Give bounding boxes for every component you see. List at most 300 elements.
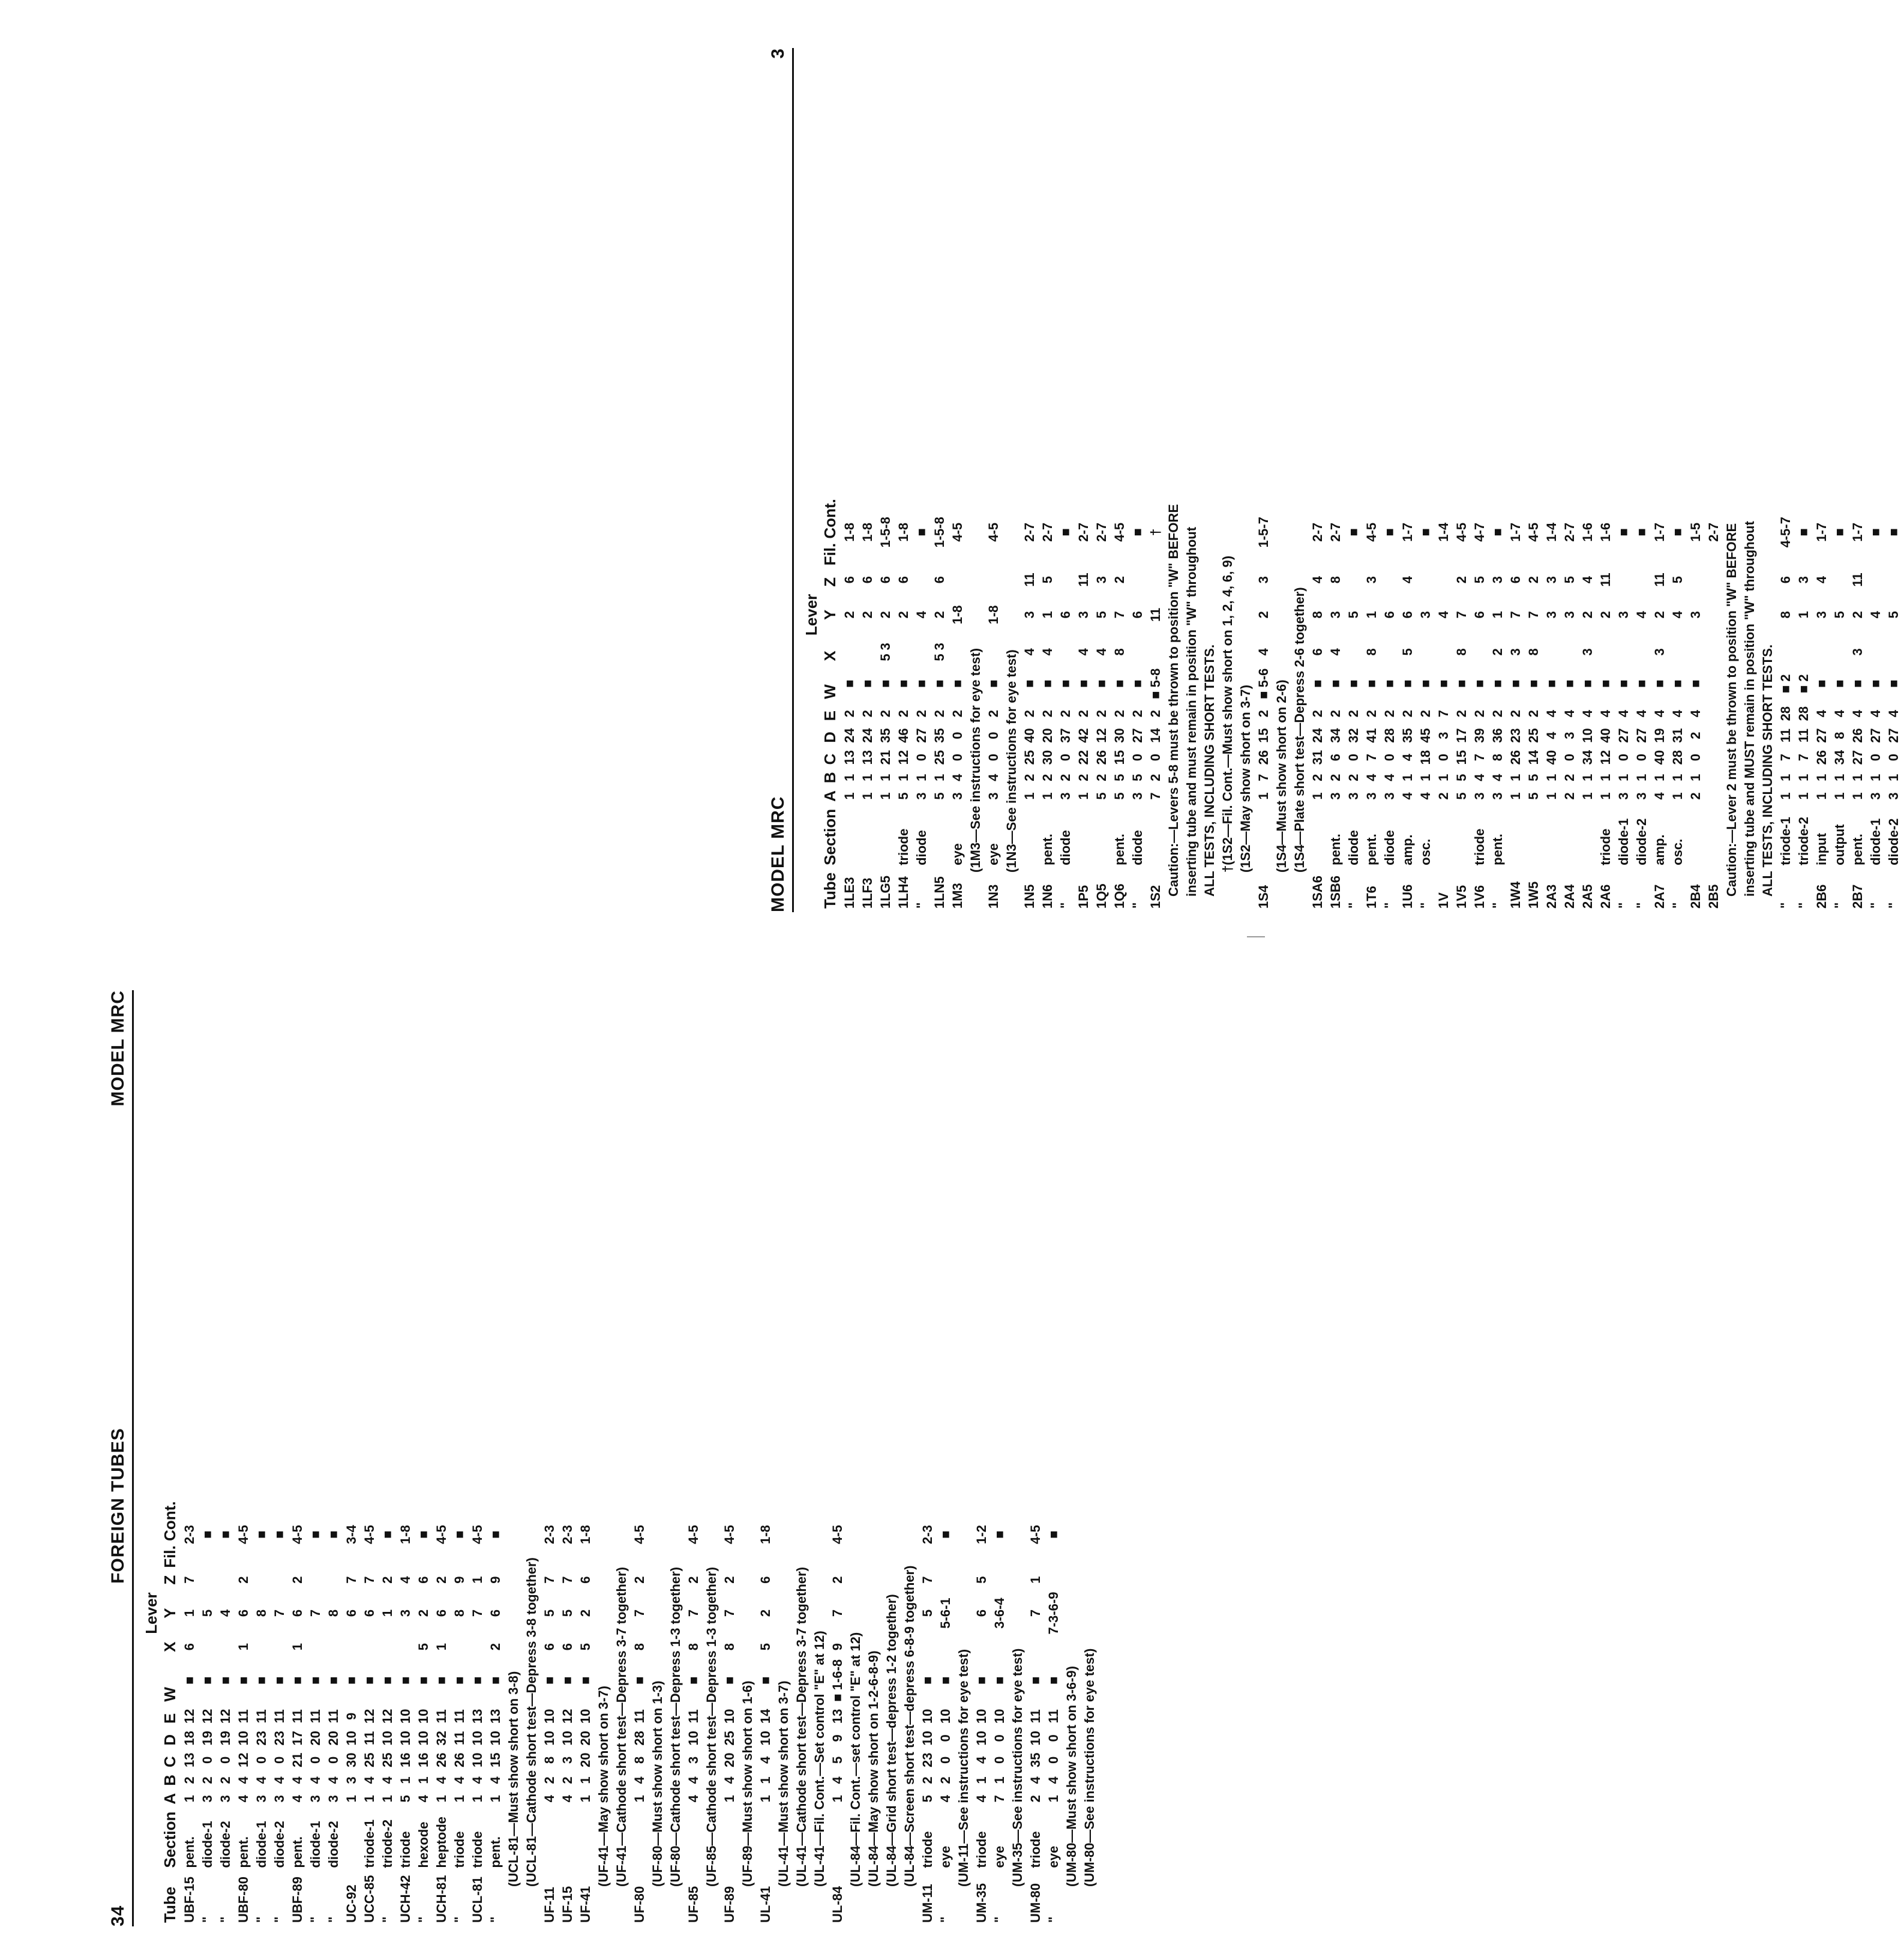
cell-x bbox=[1148, 639, 1166, 665]
note-cell bbox=[524, 1497, 542, 1926]
cell-section: eye bbox=[992, 1845, 1007, 1868]
cell-b: 1 bbox=[1886, 774, 1901, 781]
cell-section bbox=[1148, 805, 1166, 869]
cell-section bbox=[1454, 805, 1472, 869]
table-row bbox=[380, 1497, 398, 1926]
note-text: (UL-84—May show short on 1-2-6-8-9) bbox=[866, 1650, 881, 1887]
right-page-model: MODEL MRC bbox=[768, 796, 788, 912]
cell-tube: 1W4 bbox=[1508, 881, 1523, 909]
note-text: (UF-85—Cathode short test—Depress 1-3 together) bbox=[704, 1567, 719, 1887]
table-row bbox=[1868, 495, 1886, 912]
cell-c: 0 bbox=[1886, 753, 1901, 762]
cell-a: 4 bbox=[416, 1795, 431, 1803]
cell-e: 4 bbox=[1634, 710, 1649, 718]
col-x-label: X bbox=[161, 1641, 179, 1652]
cell-w: ■ bbox=[326, 1676, 341, 1685]
cell-x: 5 3 bbox=[932, 643, 947, 661]
cell-b: 1 bbox=[974, 1776, 989, 1784]
cell-tube: UC-92 bbox=[344, 1884, 359, 1923]
note-row bbox=[1010, 1497, 1028, 1926]
cell-y: 1 bbox=[1040, 611, 1055, 619]
cell-b: 4 bbox=[632, 1776, 647, 1784]
cell-x bbox=[1028, 1638, 1046, 1655]
cell-tube: UF-85 bbox=[686, 1886, 701, 1923]
note-text: (UM-11—See instructions for eye test) bbox=[956, 1649, 971, 1887]
table-row bbox=[1850, 495, 1868, 912]
col-b: B bbox=[821, 772, 839, 784]
cell-e: 2 bbox=[1418, 710, 1433, 718]
cell-fil: 1-7 bbox=[1400, 522, 1415, 542]
cell-section: triode bbox=[974, 1831, 989, 1868]
cell-w: ■ bbox=[560, 1676, 575, 1685]
cell-tube: 2A6 bbox=[1598, 884, 1613, 909]
cell-d: 46 bbox=[896, 728, 911, 743]
cell-tube: " bbox=[914, 902, 929, 909]
cell-section: osc. bbox=[1418, 838, 1433, 865]
cell-z: 2 bbox=[290, 1576, 305, 1584]
cell-z bbox=[1058, 569, 1076, 590]
cell-tube: UM-80 bbox=[1028, 1883, 1043, 1923]
table-row bbox=[1040, 495, 1058, 912]
cell-e: 4 bbox=[1652, 710, 1667, 718]
cell-e: 11 bbox=[686, 1709, 701, 1724]
table-row bbox=[452, 1497, 470, 1926]
cell-b: 4 bbox=[326, 1776, 341, 1784]
cell-c: 15 bbox=[1454, 750, 1469, 765]
cell-x: 1 bbox=[290, 1643, 305, 1651]
table-row bbox=[1796, 495, 1814, 912]
left-page-title: FOREIGN TUBES bbox=[108, 1428, 128, 1584]
cell-y: 4 bbox=[914, 611, 929, 619]
cell-e: 4 bbox=[1832, 710, 1847, 718]
note-text: (UL-84—Grid short test—depress 1-2 together) bbox=[884, 1594, 899, 1887]
note-cell bbox=[1064, 1497, 1082, 1926]
cell-w: ■ bbox=[200, 1676, 215, 1685]
cell-d: 10 bbox=[1028, 1731, 1043, 1746]
cell-section: diode-1 bbox=[1616, 818, 1631, 865]
cell-fil: ■ bbox=[1418, 528, 1433, 537]
cell-a: 4 bbox=[1652, 792, 1667, 800]
cell-b: 1 bbox=[1436, 774, 1451, 781]
table-row bbox=[308, 1497, 326, 1926]
cell-section: eye bbox=[986, 843, 1001, 865]
cell-tube: UBF-15 bbox=[182, 1876, 197, 1923]
cell-a: 1 bbox=[1814, 792, 1829, 800]
cell-c: 7 bbox=[1796, 753, 1811, 762]
cell-fil: 1-8 bbox=[398, 1525, 413, 1544]
cell-w: ■ bbox=[878, 679, 893, 688]
cell-z bbox=[272, 1572, 290, 1589]
cell-section: diode-1 bbox=[308, 1821, 323, 1868]
cell-e: 2 bbox=[1256, 710, 1271, 718]
cell-a: 1 bbox=[1310, 792, 1325, 800]
cell-y: 4 bbox=[218, 1609, 233, 1617]
cell-section: pent. bbox=[1040, 834, 1055, 865]
cell-fil: 1-8 bbox=[758, 1525, 773, 1544]
cell-tube: UL-41 bbox=[758, 1886, 773, 1923]
cell-section: input bbox=[1814, 833, 1829, 865]
note-cell bbox=[902, 1497, 920, 1926]
left-tube-table bbox=[142, 1497, 1100, 1926]
cell-section: diode bbox=[1382, 830, 1397, 865]
table-row bbox=[1832, 495, 1850, 912]
cell-fil: 2-7 bbox=[1076, 522, 1091, 542]
cell-y: 11 bbox=[1148, 607, 1163, 622]
cell-x: 4 bbox=[1076, 648, 1091, 656]
col-x: X bbox=[821, 651, 839, 661]
cell-z bbox=[1832, 569, 1850, 590]
note-cell bbox=[1274, 495, 1292, 912]
cell-a: 5 bbox=[1526, 792, 1541, 800]
cell-c: 25 bbox=[380, 1752, 395, 1768]
cell-b: 4 bbox=[686, 1776, 701, 1784]
cell-c: 26 bbox=[1508, 750, 1523, 765]
note-row bbox=[1184, 495, 1202, 912]
cell-x bbox=[1616, 639, 1634, 665]
cell-y: 5 bbox=[1094, 611, 1109, 619]
cell-y: 7 bbox=[830, 1609, 845, 1617]
table-row bbox=[200, 1497, 218, 1926]
note-cell bbox=[740, 1497, 758, 1926]
cell-fil: 1-8 bbox=[860, 522, 875, 542]
cell-d: 25 bbox=[722, 1731, 737, 1746]
cell-fil: 1-2 bbox=[974, 1525, 989, 1544]
cell-e: 12 bbox=[182, 1709, 197, 1724]
cell-x bbox=[380, 1638, 398, 1655]
note-text: (UL-41—Cathode short test—Depress 3-7 together) bbox=[794, 1567, 809, 1887]
cell-b: 4 bbox=[1472, 774, 1487, 781]
table-row bbox=[1400, 495, 1418, 912]
cell-c: 13 bbox=[842, 750, 857, 765]
cell-section bbox=[932, 805, 950, 869]
table-row bbox=[722, 1497, 740, 1926]
cell-section bbox=[758, 1808, 776, 1872]
note-text: Caution:—Levers 5-8 must be thrown to position "W" BEFORE bbox=[1166, 504, 1181, 897]
cell-section bbox=[830, 1808, 848, 1872]
cell-y: 1 bbox=[182, 1609, 197, 1617]
cell-d: 30 bbox=[1112, 728, 1127, 743]
cell-section bbox=[560, 1808, 578, 1872]
cell-z: 11 bbox=[1022, 573, 1037, 587]
cell-e: 4 bbox=[1562, 710, 1577, 718]
cell-section bbox=[1580, 805, 1598, 869]
cell-w: ■ bbox=[1508, 679, 1523, 688]
cell-b: 1 bbox=[1580, 774, 1595, 781]
cell-w: ■ bbox=[1076, 679, 1091, 688]
cell-b: 4 bbox=[986, 774, 1001, 781]
cell-w: ■ 2 bbox=[1796, 674, 1811, 694]
note-row bbox=[1064, 1497, 1082, 1926]
cell-y: 4 bbox=[1436, 611, 1451, 619]
note-text: (1S4—Must show short on 2-6) bbox=[1274, 679, 1289, 873]
cell-z: 1 bbox=[1028, 1576, 1043, 1584]
cell-fil: ■ bbox=[914, 528, 929, 537]
cell-c: 12 bbox=[896, 750, 911, 765]
cell-x: 3 bbox=[1508, 648, 1523, 656]
cell-section: triode bbox=[398, 1831, 413, 1868]
cell-x bbox=[218, 1638, 236, 1655]
cell-z: 4 bbox=[1814, 576, 1829, 584]
cell-section bbox=[1310, 805, 1328, 869]
cell-z bbox=[218, 1572, 236, 1589]
cell-section bbox=[860, 805, 878, 869]
cell-e: 28 bbox=[1778, 706, 1793, 721]
cell-b: 2 bbox=[218, 1776, 233, 1784]
cell-tube: 1N5 bbox=[1022, 884, 1037, 909]
cell-section: eye bbox=[938, 1845, 953, 1868]
cell-w bbox=[1706, 665, 1724, 703]
cell-y: 8 bbox=[326, 1609, 341, 1617]
cell-w: ■ bbox=[236, 1676, 251, 1685]
cell-tube: 2B5 bbox=[1706, 884, 1721, 909]
cell-c: 16 bbox=[398, 1752, 413, 1768]
cell-x: 1 bbox=[236, 1643, 251, 1651]
cell-fil: 1-7 bbox=[1652, 522, 1667, 542]
cell-y: 3 bbox=[1688, 611, 1703, 619]
note-text: (UL-84—Screen short test—depress 6-8-9 together) bbox=[902, 1565, 917, 1887]
cell-y: 6 bbox=[1058, 611, 1073, 619]
cell-z bbox=[1346, 569, 1364, 590]
cell-b: 1 bbox=[914, 774, 929, 781]
cell-section: eye bbox=[1046, 1845, 1061, 1868]
cell-a: 1 bbox=[1076, 792, 1091, 800]
cell-e: 11 bbox=[254, 1709, 269, 1724]
cell-c: 5 bbox=[830, 1756, 845, 1764]
cell-section: pent. bbox=[290, 1836, 305, 1868]
cell-e: 2 bbox=[1346, 710, 1361, 718]
cell-c: 0 bbox=[1058, 753, 1073, 762]
cell-e: 2 bbox=[986, 710, 1001, 718]
note-cell bbox=[776, 1497, 794, 1926]
cell-b: 1 bbox=[1598, 774, 1613, 781]
cell-b: 1 bbox=[1544, 774, 1559, 781]
right-tube-table bbox=[802, 495, 1904, 912]
cell-x: 2 bbox=[1490, 648, 1505, 656]
cell-b: 1 bbox=[896, 774, 911, 781]
cell-tube: 1U6 bbox=[1400, 884, 1415, 909]
cell-d: 3 bbox=[1562, 732, 1577, 739]
cell-y: 7 bbox=[308, 1609, 323, 1617]
cell-y: 3 bbox=[1418, 611, 1433, 619]
cell-y: 5 bbox=[1832, 611, 1847, 619]
col-d: D bbox=[161, 1734, 179, 1746]
note-row bbox=[506, 1497, 524, 1926]
cell-z: 7 bbox=[542, 1576, 557, 1584]
cell-d: 32 bbox=[434, 1731, 449, 1746]
cell-c: 26 bbox=[1814, 750, 1829, 765]
col-a: A bbox=[161, 1793, 179, 1805]
cell-section: pent. bbox=[1490, 834, 1505, 865]
cell-d: 20 bbox=[308, 1731, 323, 1746]
cell-b: 2 bbox=[1562, 774, 1577, 781]
cell-x bbox=[470, 1638, 488, 1655]
cell-tube: " bbox=[380, 1916, 395, 1923]
cell-fil: ■ bbox=[1616, 528, 1631, 537]
cell-c: 40 bbox=[1544, 750, 1559, 765]
table-row bbox=[1148, 495, 1166, 912]
cell-b: 1 bbox=[842, 774, 857, 781]
cell-w: ■ bbox=[1886, 679, 1901, 688]
cell-e: 12 bbox=[200, 1709, 215, 1724]
cell-c: 20 bbox=[722, 1752, 737, 1768]
cell-fil: ■ bbox=[1046, 1530, 1061, 1539]
cell-fil: ■ bbox=[308, 1530, 323, 1539]
cell-b: 2 bbox=[920, 1776, 935, 1784]
cell-e: 2 bbox=[1094, 710, 1109, 718]
cell-section: osc. bbox=[1670, 838, 1685, 865]
cell-w: ■ bbox=[308, 1676, 323, 1685]
lever-label: Lever bbox=[802, 594, 820, 636]
table-row bbox=[254, 1497, 272, 1926]
cell-tube: UF-15 bbox=[560, 1886, 575, 1923]
cell-y: 7 bbox=[470, 1609, 485, 1617]
cell-w: ■ bbox=[1364, 679, 1379, 688]
cell-w: ■ bbox=[1112, 679, 1127, 688]
cell-fil: 2-7 bbox=[1310, 522, 1325, 542]
note-row bbox=[902, 1497, 920, 1926]
cell-z: 3 bbox=[1364, 576, 1379, 584]
cell-a: 4 bbox=[938, 1795, 953, 1803]
cell-tube: 2A4 bbox=[1562, 884, 1577, 909]
cell-c: 12 bbox=[236, 1752, 251, 1768]
cell-a: 3 bbox=[1058, 792, 1073, 800]
cell-section: hexode bbox=[416, 1821, 431, 1868]
cell-x bbox=[1832, 639, 1850, 665]
cell-a: 3 bbox=[1886, 792, 1901, 800]
cell-a: 4 bbox=[1400, 792, 1415, 800]
cell-tube: " bbox=[452, 1916, 467, 1923]
cell-y: 7 bbox=[722, 1609, 737, 1617]
cell-e: 2 bbox=[1040, 710, 1055, 718]
note-cell bbox=[848, 1497, 866, 1926]
cell-fil: 1-8 bbox=[578, 1525, 593, 1544]
cell-y: 6 bbox=[488, 1609, 503, 1617]
cell-section: triode-1 bbox=[362, 1819, 377, 1868]
note-cell bbox=[794, 1497, 812, 1926]
cell-z bbox=[986, 569, 1004, 590]
cell-c: 0 bbox=[1562, 753, 1577, 762]
cell-e: 2 bbox=[1382, 710, 1397, 718]
cell-y: 5 bbox=[920, 1609, 935, 1617]
cell-z: 3 bbox=[1544, 576, 1559, 584]
cell-x: 6 bbox=[1310, 648, 1325, 656]
cell-b: 2 bbox=[542, 1776, 557, 1784]
cell-y: 5 bbox=[542, 1609, 557, 1617]
cell-fil: ■ bbox=[1796, 528, 1811, 537]
table-row bbox=[1472, 495, 1490, 912]
cell-x bbox=[1472, 639, 1490, 665]
cell-fil: 1-5-8 bbox=[878, 517, 893, 548]
cell-w: ■ bbox=[1472, 679, 1487, 688]
table-row bbox=[488, 1497, 506, 1926]
cell-fil: ■ bbox=[1058, 528, 1073, 537]
cell-c: 26 bbox=[452, 1752, 467, 1768]
right-page-number: 3 bbox=[768, 48, 788, 59]
cell-e: 2 bbox=[932, 710, 947, 718]
cell-tube: 2A3 bbox=[1544, 884, 1559, 909]
cell-fil: ■ bbox=[1346, 528, 1361, 537]
cell-fil: ■ bbox=[992, 1530, 1007, 1539]
cell-b: 4 bbox=[470, 1776, 485, 1784]
cell-c: 0 bbox=[272, 1756, 287, 1764]
table-row bbox=[1706, 495, 1724, 912]
cell-w: ■ 5-8 bbox=[1148, 668, 1163, 699]
cell-e: 10 bbox=[722, 1709, 737, 1724]
cell-a: 2 bbox=[1562, 792, 1577, 800]
cell-tube: UCH-42 bbox=[398, 1875, 413, 1923]
cell-tube: " bbox=[272, 1916, 287, 1923]
cell-y: 2 bbox=[416, 1609, 431, 1617]
cell-x: 5 3 bbox=[878, 643, 893, 661]
cell-x: 5 bbox=[1400, 648, 1415, 656]
note-text: (UL-84—Fil. Cont.—set control "E" at 12) bbox=[848, 1632, 863, 1887]
cell-y: 8 bbox=[1310, 611, 1325, 619]
cell-a: 1 bbox=[1832, 792, 1847, 800]
cell-d: 11 bbox=[1796, 728, 1811, 743]
cell-e: 4 bbox=[1850, 710, 1865, 718]
cell-c: 0 bbox=[938, 1756, 953, 1764]
col-z: Z bbox=[821, 577, 839, 587]
cell-d: 19 bbox=[1652, 728, 1667, 743]
cell-tube: UM-11 bbox=[920, 1884, 935, 1923]
note-cell bbox=[1166, 495, 1184, 912]
table-row bbox=[272, 1497, 290, 1926]
cell-section: triode bbox=[1028, 1831, 1043, 1868]
table-row bbox=[632, 1497, 650, 1926]
cell-section: pent. bbox=[1112, 834, 1127, 865]
cell-x: 6 bbox=[542, 1643, 557, 1651]
cell-b: 1 bbox=[1850, 774, 1865, 781]
cell-x bbox=[914, 639, 932, 665]
cell-tube: UCH-81 bbox=[434, 1875, 449, 1923]
cell-d: 25 bbox=[1526, 728, 1541, 743]
cell-c: 12 bbox=[1598, 750, 1613, 765]
table-row bbox=[1814, 495, 1832, 912]
cell-a: 3 bbox=[1868, 792, 1883, 800]
note-text: (UM-35—See instructions for eye test) bbox=[1010, 1648, 1025, 1887]
cell-y: 5 bbox=[200, 1609, 215, 1617]
cell-fil: 1-5-8 bbox=[932, 517, 947, 548]
cell-d: 10 bbox=[920, 1731, 935, 1746]
cell-a: 1 bbox=[860, 792, 875, 800]
col-e: E bbox=[821, 711, 839, 721]
note-text: (1S2—May show short on 3-7) bbox=[1238, 685, 1253, 873]
cell-a: 1 bbox=[182, 1795, 197, 1803]
cell-b: 1 bbox=[1778, 774, 1793, 781]
cell-a: 4 bbox=[542, 1795, 557, 1803]
cell-a: 5 bbox=[932, 792, 947, 800]
cell-z: 4 bbox=[1310, 576, 1325, 584]
cell-e: 2 bbox=[1058, 710, 1073, 718]
cell-a: 1 bbox=[452, 1795, 467, 1803]
cell-c: 7 bbox=[1778, 753, 1793, 762]
cell-x: 8 bbox=[1112, 648, 1127, 656]
cell-d: 20 bbox=[578, 1731, 593, 1746]
cell-y: 3 bbox=[1328, 611, 1343, 619]
note-cell bbox=[1004, 495, 1022, 912]
cell-z bbox=[308, 1572, 326, 1589]
note-cell bbox=[596, 1497, 614, 1926]
cell-c: 26 bbox=[1094, 750, 1109, 765]
note-text: (1M3—See instructions for eye test) bbox=[968, 648, 983, 873]
cell-z bbox=[1046, 1572, 1064, 1589]
table-row bbox=[398, 1497, 416, 1926]
cell-a: 1 bbox=[470, 1795, 485, 1803]
note-row bbox=[1004, 495, 1022, 912]
cell-section: diode bbox=[914, 830, 929, 865]
cell-fil: ■ bbox=[416, 1530, 431, 1539]
cell-fil: 1-6 bbox=[1580, 522, 1595, 542]
